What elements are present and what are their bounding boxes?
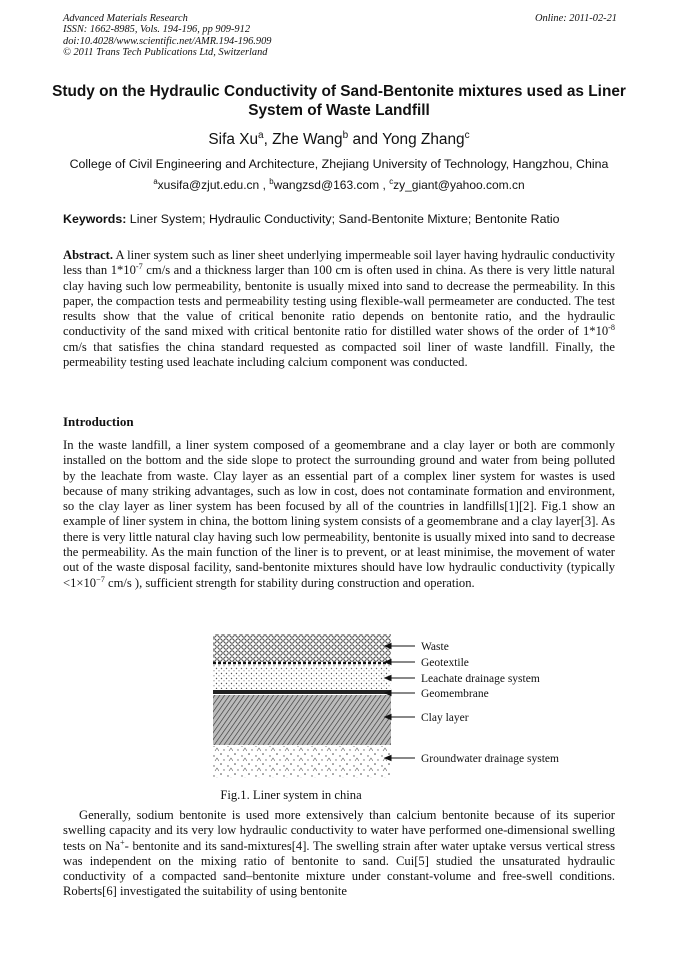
- journal-name: Advanced Materials Research: [63, 13, 188, 24]
- email-link[interactable]: zy_giant@yahoo.com.cn: [393, 178, 525, 192]
- introduction-paragraph: [63, 438, 615, 591]
- waste-layer: [213, 634, 391, 662]
- copyright-line: © 2011 Trans Tech Publications Ltd, Switzerland: [63, 46, 268, 58]
- superscript: +: [119, 837, 125, 847]
- affiliation: College of Civil Engineering and Architecture, Zhejiang University of Technology, Hangzhou, China: [69, 157, 609, 171]
- separator: and: [352, 131, 383, 148]
- journal-header: [63, 13, 617, 58]
- separator: ,: [263, 131, 273, 148]
- author-name: Zhe Wang: [272, 131, 343, 148]
- exponent: -8: [608, 323, 615, 333]
- separator: ,: [259, 178, 270, 192]
- groundwater-drainage-layer: [213, 746, 391, 778]
- author-affil-mark: c: [464, 129, 470, 141]
- doi-line: doi:10.4028/www.scientific.net/AMR.194-196.909: [63, 35, 272, 47]
- figure-label: Geotextile: [421, 657, 469, 669]
- geomembrane-layer: [213, 690, 391, 694]
- email-mark: b: [269, 177, 274, 186]
- abstract: [63, 248, 615, 370]
- keywords: [63, 212, 623, 226]
- abstract-text: cm/s and a thickness larger than 100 cm is often used in china. As there is very little natural clay having such low permeability, bentonite is usually mixed into sand to decrease the permeability. In this paper, the compaction tests and permeability testing using flexible-wall permeameter are conducted. The test results show that the value of critical benonite ratio depends on bentonite ratio, and the hydraulic conductivity of the sand mixed with critical bentonite ratio for distilled water shows of the order of 1*10: [63, 263, 615, 339]
- keywords-label: Keywords:: [63, 212, 127, 226]
- issn-line: ISSN: 1662-8985, Vols. 194-196, pp 909-912: [63, 24, 251, 36]
- email-mark: a: [153, 177, 158, 186]
- author-name: Yong Zhang: [382, 131, 465, 148]
- body-text: - bentonite and its sand-mixtures[4]. The swelling strain after water uptake versus vertical stress was independent on the mixing ratio of bentonite to sand. Cui[5] studied the unsaturated hydraulic conductivity of a compacted sand–bentonite mixture under constant-volume and free-swell conditions. Roberts[6] investigated the suitability of using bentonite: [63, 838, 615, 899]
- exponent: -7: [135, 262, 143, 272]
- email-link[interactable]: wangzsd@163.com: [273, 178, 380, 192]
- separator: ,: [379, 178, 390, 192]
- figure-label: Clay layer: [421, 712, 469, 724]
- email-link[interactable]: xusifa@zjut.edu.cn: [157, 178, 260, 192]
- body-text: Generally, sodium bentonite is used more extensively than calcium bentonite because of its superior swelling capacity and its very low hydraulic conductivity to water have performed one-dimensional swelling tests on Na: [63, 808, 615, 853]
- figure-label: Leachate drainage system: [421, 673, 540, 685]
- figure-label: Groundwater drainage system: [421, 753, 559, 765]
- figure-label: Geomembrane: [421, 688, 489, 700]
- body-text: cm/s ), sufficient strength for stability during construction and operation.: [104, 575, 475, 590]
- abstract-label: Abstract.: [63, 248, 114, 262]
- figure-caption: Fig.1. Liner system in china: [220, 788, 362, 802]
- keywords-text: Liner System; Hydraulic Conductivity; Sand-Bentonite Mixture; Bentonite Ratio: [126, 212, 560, 226]
- section-heading-introduction: Introduction: [63, 414, 134, 429]
- body-text: In the waste landfill, a liner system composed of a geomembrane and a clay layer or both are commonly installed on the bottom and the side slope to protect the surrounding ground and water from being polluted by the leachate from waste. Clay layer as an essential part of a complex liner system for wastes is used because of many striking advantages, such as low in cost, does not contaminate formation and environment, so the clay layer as liner system has been focused by all of the countries in landfills[1][2]. Fig.1 show an example of liner system in china, the bottom lining system consists of a geomembrane and a clay layer[3]. As there is very little natural clay having such low permeability, bentonite is usually mixed into sand to decrease the permeability. As the main function of the liner is to prevent, or at least minimise, the movement of water out of the waste disposal facility, sand-bentonite mixtures should have low hydraulic conductivity (typically <1×10: [63, 438, 615, 590]
- email-mark: c: [389, 177, 394, 186]
- liner-system-figure: [205, 632, 565, 782]
- figure-label: Waste: [421, 641, 449, 653]
- exponent: −7: [96, 574, 105, 584]
- email-list: [50, 178, 628, 192]
- author-name: Sifa Xu: [208, 131, 259, 148]
- author-affil-mark: b: [342, 129, 349, 141]
- author-affil-mark: a: [258, 129, 264, 141]
- clay-layer: [213, 695, 391, 745]
- paper-title: Study on the Hydraulic Conductivity of Sand-Bentonite mixtures used as Liner System of Waste Landfill: [52, 83, 626, 119]
- author-list: [50, 131, 628, 149]
- body-paragraph: [63, 808, 615, 900]
- online-date: Online: 2011-02-21: [534, 13, 617, 24]
- abstract-text: cm/s that satisfies the china standard requested as compacted soil liner of waste landfill. Finally, the permeability testing used leachate including calcium component was conducted.: [63, 339, 615, 370]
- leachate-drainage-layer: [213, 665, 391, 689]
- abstract-text: A liner system such as liner sheet underlying impermeable soil layer having hydraulic conductivity less than 1*10: [63, 248, 615, 278]
